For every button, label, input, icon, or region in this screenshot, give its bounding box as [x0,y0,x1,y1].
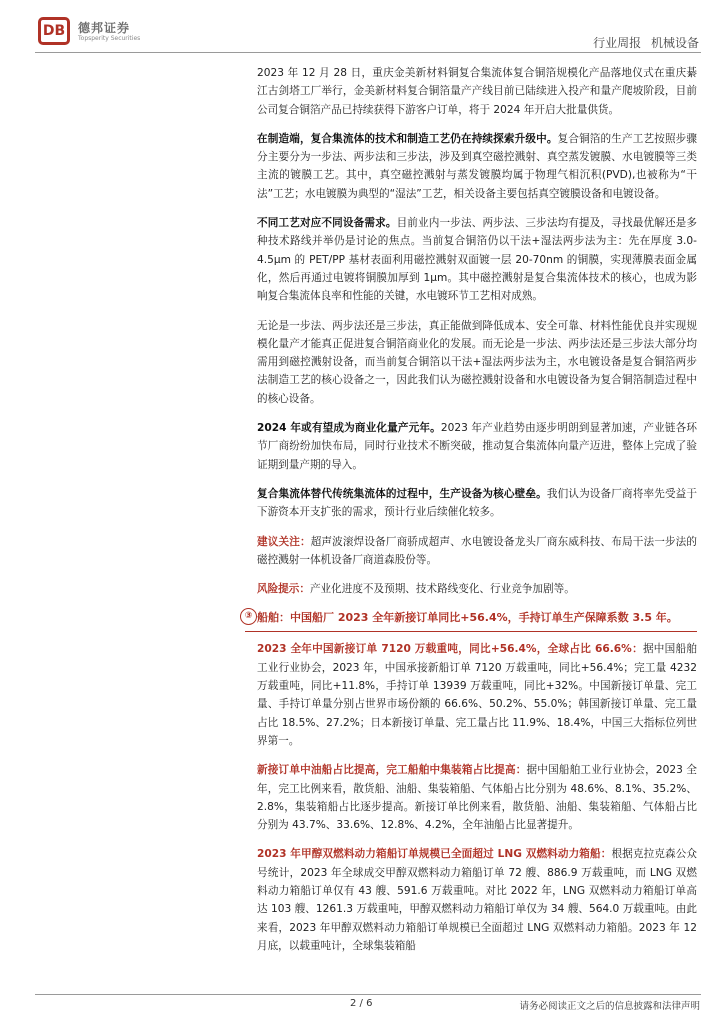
paragraph-lead: 不同工艺对应不同设备需求。 [257,217,397,230]
page-number: 2 / 6 [350,998,373,1009]
paragraph-manufacturing [257,130,697,203]
paragraph-text: 目前业内一步法、两步法、三步法均有提及，寻找最优解还是多种技术路线并举仍是讨论的焦点。当前复合铜箔仍以干法+湿法两步法为主：先在厚度 3.0-4.5μm 的 PET/PP 基材表面利用磁控溅射双面镀一层 20-70nm 的铜膜，实现薄膜表面金属化，然后再通过电镀将铜膜加厚到 1μm。其中磁控溅射是复合集流体技术的核心，也成为影响复合集流体良率和性能的关键，水电镀环节工艺相对成熟。 [257,217,698,303]
paragraph-2024-outlook [257,419,697,474]
section-heading-shipbuilding [245,609,697,632]
paragraph-core-equipment [257,317,697,408]
paragraph-lead: 2023 全年中国新接订单 7120 万载重吨，同比+56.4%，全球占比 66.6%： [257,643,643,656]
paragraph-text: 我们认为设备厂商将率先受益于下游资本开支扩张的需求，预计行业后续催化较多。 [257,487,698,519]
paragraph-lead: 在制造端，复合集流体的技术和制造工艺仍在持续探索升级中。 [257,132,558,145]
risk-label: 风险提示： [257,583,310,596]
paragraph-ship-mix [257,761,697,834]
paragraph-risk [257,580,697,598]
paragraph-jinmei [257,64,697,119]
paragraph-text: 据中国船舶工业行业协会，2023 年，中国承接新船订单 7120 万载重吨，同比+56.4%；完工量 4232 万载重吨，同比+11.8%，手持订单 13939 万载重吨，同比+32%。中国新接订单量、完工量、手持订单量分别占世界市场份额的 66.6%、50.2%、55.0%；韩国新接订单量、完工量占比 18.5%、27.2%；日本新接订单量、完工量占比 11.9%、18.4%，中国三大指标位列世界第一。 [257,643,697,747]
footer-divider [35,994,701,995]
page-header [35,14,701,53]
report-category: 行业周报 机械设备 [593,36,699,50]
company-logo [38,17,208,47]
paragraph-barrier [257,485,697,522]
paragraph-text: 无论是一步法、两步法还是三步法，真正能做到降低成本、安全可靠、材料性能优良并实现规模化量产才能真正促进复合铜箔商业化的发展。而无论是一步法、两步法还是三步法大部分均需用到磁控溅射设备，而当前复合铜箔以干法+湿法两步法为主，水电镀设备是复合铜箔两步法制造工艺的核心设备之一，因此我们认为磁控溅射设备和水电镀设备为复合铜箔制造过程中的核心设备。 [257,319,697,405]
footer-disclaimer: 请务必阅读正文之后的信息披露和法律声明 [519,1001,700,1012]
paragraph-text: 2023 年产业趋势由逐步明朗到显著加速，产业链各环节厂商纷纷加快布局，同时行业技术不断突破，推动复合集流体向量产迈进，整体上完成了验证期到量产期的导入。 [257,422,698,471]
paragraph-methanol [257,845,697,955]
logo-mark-icon: DB [38,17,70,45]
section-number: ③ [240,608,257,625]
paragraph-process-equipment [257,214,697,305]
paragraph-recommendation [257,533,697,570]
paragraph-text: 超声波滚焊设备厂商骄成超声、水电镀设备龙头厂商东威科技、布局干法一步法的磁控溅射一体机设备厂商道森股份等。 [257,535,698,566]
logo-en-text: Topsperity Securities [78,35,141,42]
paragraph-lead: 新接订单中油船占比提高，完工船舶中集装箱占比提高： [257,764,527,777]
paragraph-lead: 2023 年甲醇双燃料动力箱船订单规模已全面超过 LNG 双燃料动力箱船： [257,848,612,861]
paragraph-text: 2023 年 12 月 28 日，重庆金美新材料铜复合集流体复合铜箔规模化产品落地仪式在重庆綦江古剑塔工厂举行，金美新材料复合铜箔量产产线目前已陆续进入投产和量产爬坡阶段，目前公司复合铜箔产品已持续获得下游客户订单，将于 2024 年开启大批量供货。 [257,67,697,116]
paragraph-text: 据中国船舶工业行业协会，2023 全年，完工比例来看，散货船、油船、集装箱船、气体船占比分别为 48.6%、8.1%、35.2%、2.8%，集装箱船占比逐步提高。新接订单比例来看，散货船、油船、集装箱船、气体船占比分别为 43.7%、33.6%、12.8%、4.2%，全年油船占比显著提升。 [257,764,698,832]
section-title: 船舶：中国船厂 2023 全年新接订单同比+56.4%，手持订单生产保障系数 3.5 年。 [257,611,678,625]
paragraph-new-orders [257,640,697,750]
recommendation-label: 建议关注： [257,535,311,548]
paragraph-text: 根据克拉克森公众号统计，2023 年全球成交甲醇双燃料动力箱船订单 72 艘、886.9 万载重吨，而 LNG 双燃料动力箱船订单仅有 43 艘、591.6 万载重吨。对比 2022 年，LNG 双燃料动力箱船订单高达 103 艘、1261.3 万载重吨，甲醇双燃料动力箱船订单仅为 34 艘、564.0 万载重吨。由此来看，2023 年甲醇双燃料动力箱船订单规模已全面超过 LNG 双燃料动力箱船。2023 年 12 月底，以载重吨计，全球集装箱船 [257,848,698,952]
paragraph-text: 复合铜箔的生产工艺按照步骤分主要分为一步法、两步法和三步法，涉及到真空磁控溅射、真空蒸发镀膜、水电镀膜等三类主流的镀膜工艺。其中，真空磁控溅射与蒸发镀膜均属于物理气相沉积(PVD),也被称为“干法”工艺；水电镀膜为典型的“湿法”工艺，相关设备主要包括真空镀膜设备和电镀设备。 [257,132,698,200]
main-content [244,64,698,966]
paragraph-lead: 2024 年或有望成为商业化量产元年。 [257,422,441,435]
logo-cn-text: 德邦证券 [78,21,131,35]
paragraph-lead: 复合集流体替代传统集流体的过程中，生产设备为核心壁垒。 [257,487,547,500]
paragraph-text: 产业化进度不及预期、技术路线变化、行业竞争加剧等。 [309,583,575,596]
